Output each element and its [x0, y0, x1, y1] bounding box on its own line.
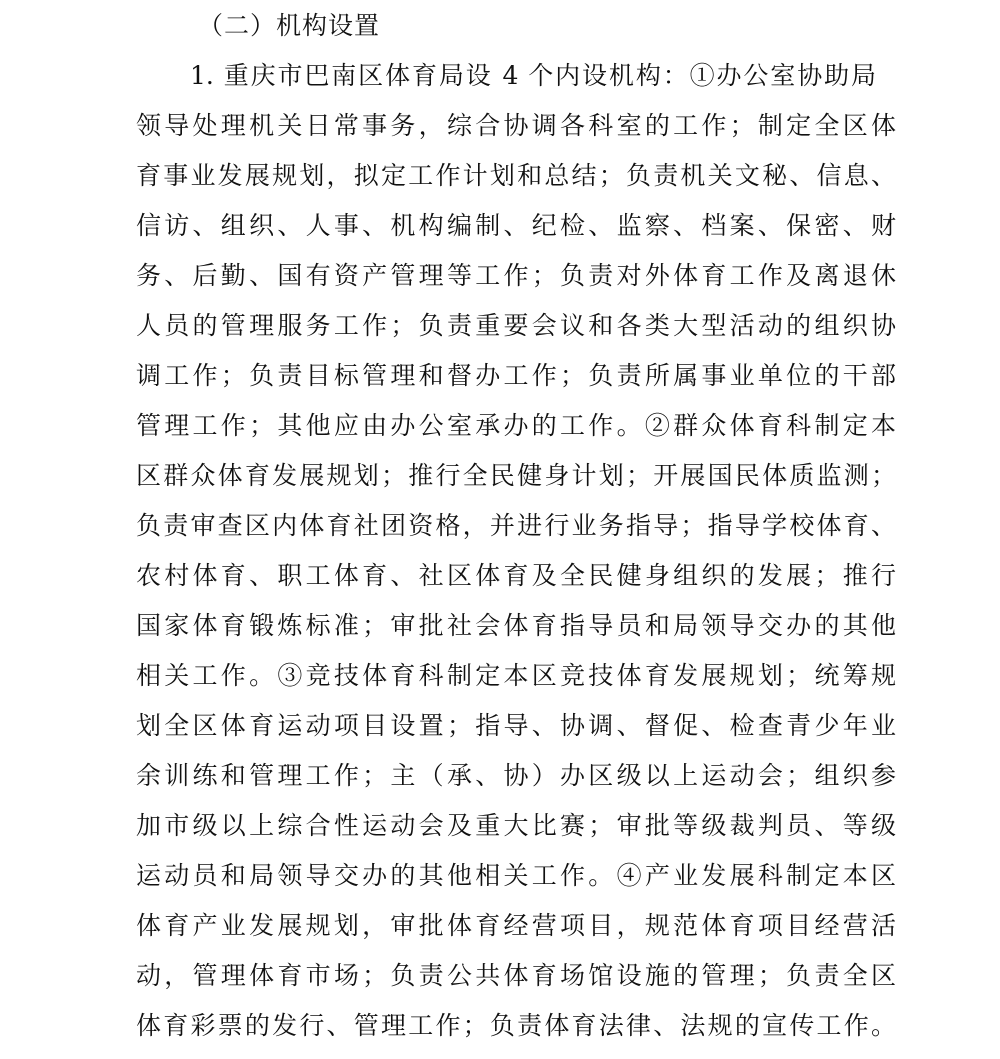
- paragraph-line: 管理工作；其他应由办公室承办的工作。②群众体育科制定本: [136, 411, 896, 440]
- section-heading: （二）机构设置: [198, 11, 381, 40]
- paragraph-line: 运动员和局领导交办的其他相关工作。④产业发展科制定本区: [136, 861, 896, 890]
- paragraph-line: 动，管理体育市场；负责公共体育场馆设施的管理；负责全区: [136, 961, 896, 990]
- paragraph-line: 务、后勤、国有资产管理等工作；负责对外体育工作及离退休: [136, 261, 896, 290]
- paragraph-line: 负责审查区内体育社团资格，并进行业务指导；指导学校体育、: [136, 511, 896, 540]
- paragraph-line: 领导处理机关日常事务，综合协调各科室的工作；制定全区体: [136, 111, 896, 140]
- paragraph-line: 余训练和管理工作；主（承、协）办区级以上运动会；组织参: [136, 761, 896, 790]
- paragraph-line: 国家体育锻炼标准；审批社会体育指导员和局领导交办的其他: [136, 611, 896, 640]
- paragraph-line: 信访、组织、人事、机构编制、纪检、监察、档案、保密、财: [136, 211, 896, 240]
- paragraph-line: 体育彩票的发行、管理工作；负责体育法律、法规的宣传工作。: [136, 1011, 896, 1040]
- paragraph-line: 加市级以上综合性运动会及重大比赛；审批等级裁判员、等级: [136, 811, 896, 840]
- paragraph-line: 人员的管理服务工作；负责重要会议和各类大型活动的组织协: [136, 311, 896, 340]
- paragraph-line: 调工作；负责目标管理和督办工作；负责所属事业单位的干部: [136, 361, 896, 390]
- paragraph-line: 相关工作。③竞技体育科制定本区竞技体育发展规划；统筹规: [136, 661, 896, 690]
- paragraph-line: 体育产业发展规划，审批体育经营项目，规范体育项目经营活: [136, 911, 896, 940]
- paragraph-line: 1. 重庆市巴南区体育局设 4 个内设机构：①办公室协助局: [190, 61, 876, 90]
- paragraph-line: 划全区体育运动项目设置；指导、协调、督促、检查青少年业: [136, 711, 896, 740]
- paragraph-line: 育事业发展规划，拟定工作计划和总结；负责机关文秘、信息、: [136, 161, 896, 190]
- paragraph-line: 区群众体育发展规划；推行全民健身计划；开展国民体质监测；: [136, 461, 896, 490]
- paragraph-line: 农村体育、职工体育、社区体育及全民健身组织的发展；推行: [136, 561, 896, 590]
